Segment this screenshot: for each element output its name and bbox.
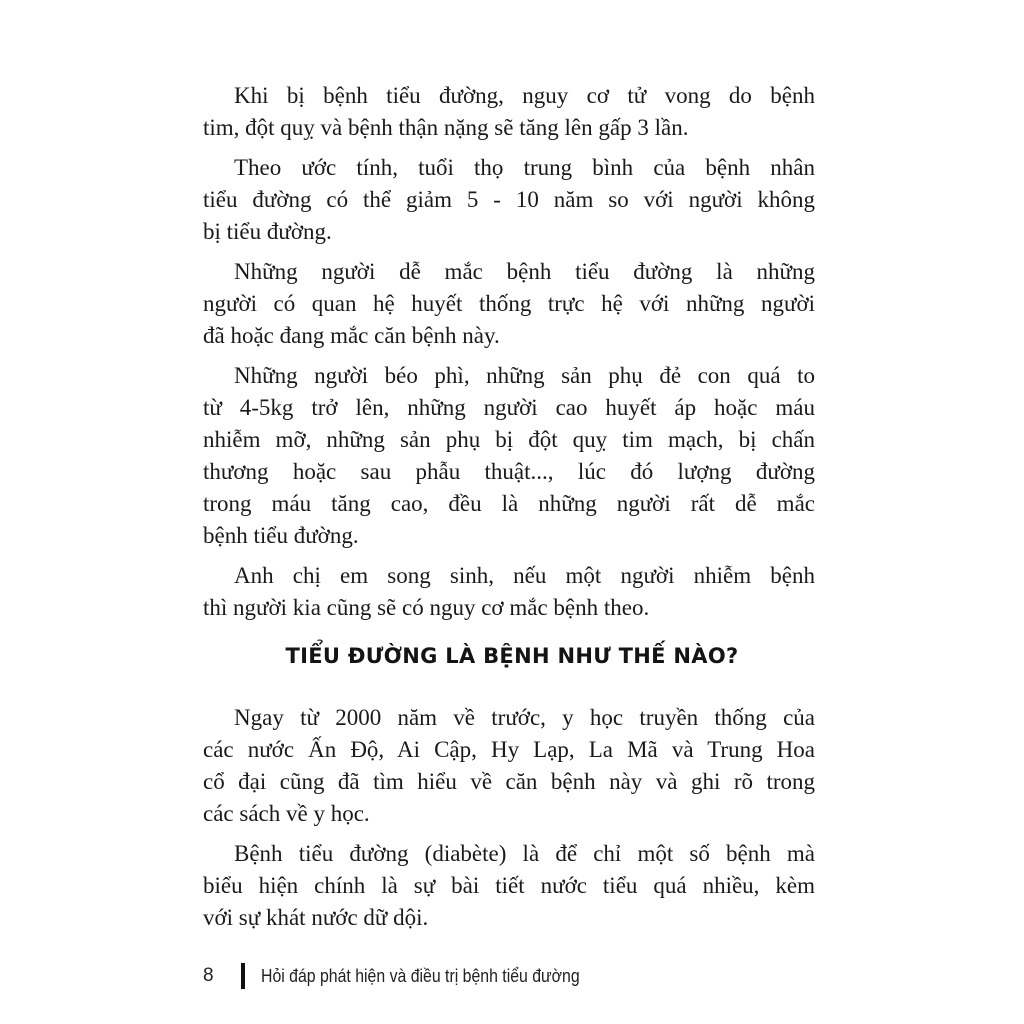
text-line: Những người béo phì, những sản phụ đẻ con quá to bbox=[234, 363, 815, 388]
page-number: 8 bbox=[203, 965, 214, 986]
text-line: Những người dễ mắc bệnh tiểu đường là những bbox=[234, 259, 815, 284]
page-footer bbox=[203, 962, 623, 990]
text-line: Theo ước tính, tuổi thọ trung bình của bệnh nhân bbox=[234, 155, 815, 180]
body-text-top bbox=[203, 80, 815, 632]
text-line: bệnh tiểu đường. bbox=[203, 523, 359, 548]
text-line: thương hoặc sau phẫu thuật..., lúc đó lượng đường bbox=[203, 459, 815, 484]
text-line: đã hoặc đang mắc căn bệnh này. bbox=[203, 323, 500, 348]
running-head: Hỏi đáp phát hiện và điều trị bệnh tiểu đường bbox=[261, 965, 580, 986]
body-text-bottom bbox=[203, 702, 815, 942]
paragraph bbox=[203, 702, 815, 830]
paragraph bbox=[203, 256, 815, 352]
text-line: tiểu đường có thể giảm 5 - 10 năm so với người không bbox=[203, 187, 815, 212]
text-line: từ 4-5kg trở lên, những người cao huyết áp hoặc máu bbox=[203, 395, 815, 420]
paragraph bbox=[203, 360, 815, 552]
text-line: thì người kia cũng sẽ có nguy cơ mắc bệnh theo. bbox=[203, 595, 650, 620]
paragraph bbox=[203, 152, 815, 248]
text-line: biểu hiện chính là sự bài tiết nước tiểu quá nhiều, kèm bbox=[203, 873, 815, 898]
text-line: cổ đại cũng đã tìm hiểu về căn bệnh này và ghi rõ trong bbox=[203, 769, 815, 794]
text-line: Khi bị bệnh tiểu đường, nguy cơ tử vong do bệnh bbox=[234, 83, 815, 108]
text-line: trong máu tăng cao, đều là những người rất dễ mắc bbox=[203, 491, 815, 516]
paragraph bbox=[203, 560, 815, 624]
text-line: người có quan hệ huyết thống trực hệ với những người bbox=[203, 291, 815, 316]
footer-divider bbox=[241, 963, 245, 989]
text-line: tim, đột quỵ và bệnh thận nặng sẽ tăng lên gấp 3 lần. bbox=[203, 115, 689, 140]
text-line: Ngay từ 2000 năm về trước, y học truyền thống của bbox=[234, 705, 815, 730]
text-line: các sách về y học. bbox=[203, 801, 370, 826]
text-line: Bệnh tiểu đường (diabète) là để chỉ một số bệnh mà bbox=[234, 841, 815, 866]
text-line: với sự khát nước dữ dội. bbox=[203, 905, 429, 930]
section-heading: TIỂU ĐƯỜNG LÀ BỆNH NHƯ THẾ NÀO? bbox=[285, 644, 739, 668]
paragraph bbox=[203, 838, 815, 934]
text-line: các nước Ấn Độ, Ai Cập, Hy Lạp, La Mã và Trung Hoa bbox=[203, 737, 815, 762]
paragraph bbox=[203, 80, 815, 144]
text-line: bị tiểu đường. bbox=[203, 219, 332, 244]
text-line: Anh chị em song sinh, nếu một người nhiễm bệnh bbox=[234, 563, 815, 588]
text-line: nhiễm mỡ, những sản phụ bị đột quỵ tim mạch, bị chấn bbox=[203, 427, 815, 452]
